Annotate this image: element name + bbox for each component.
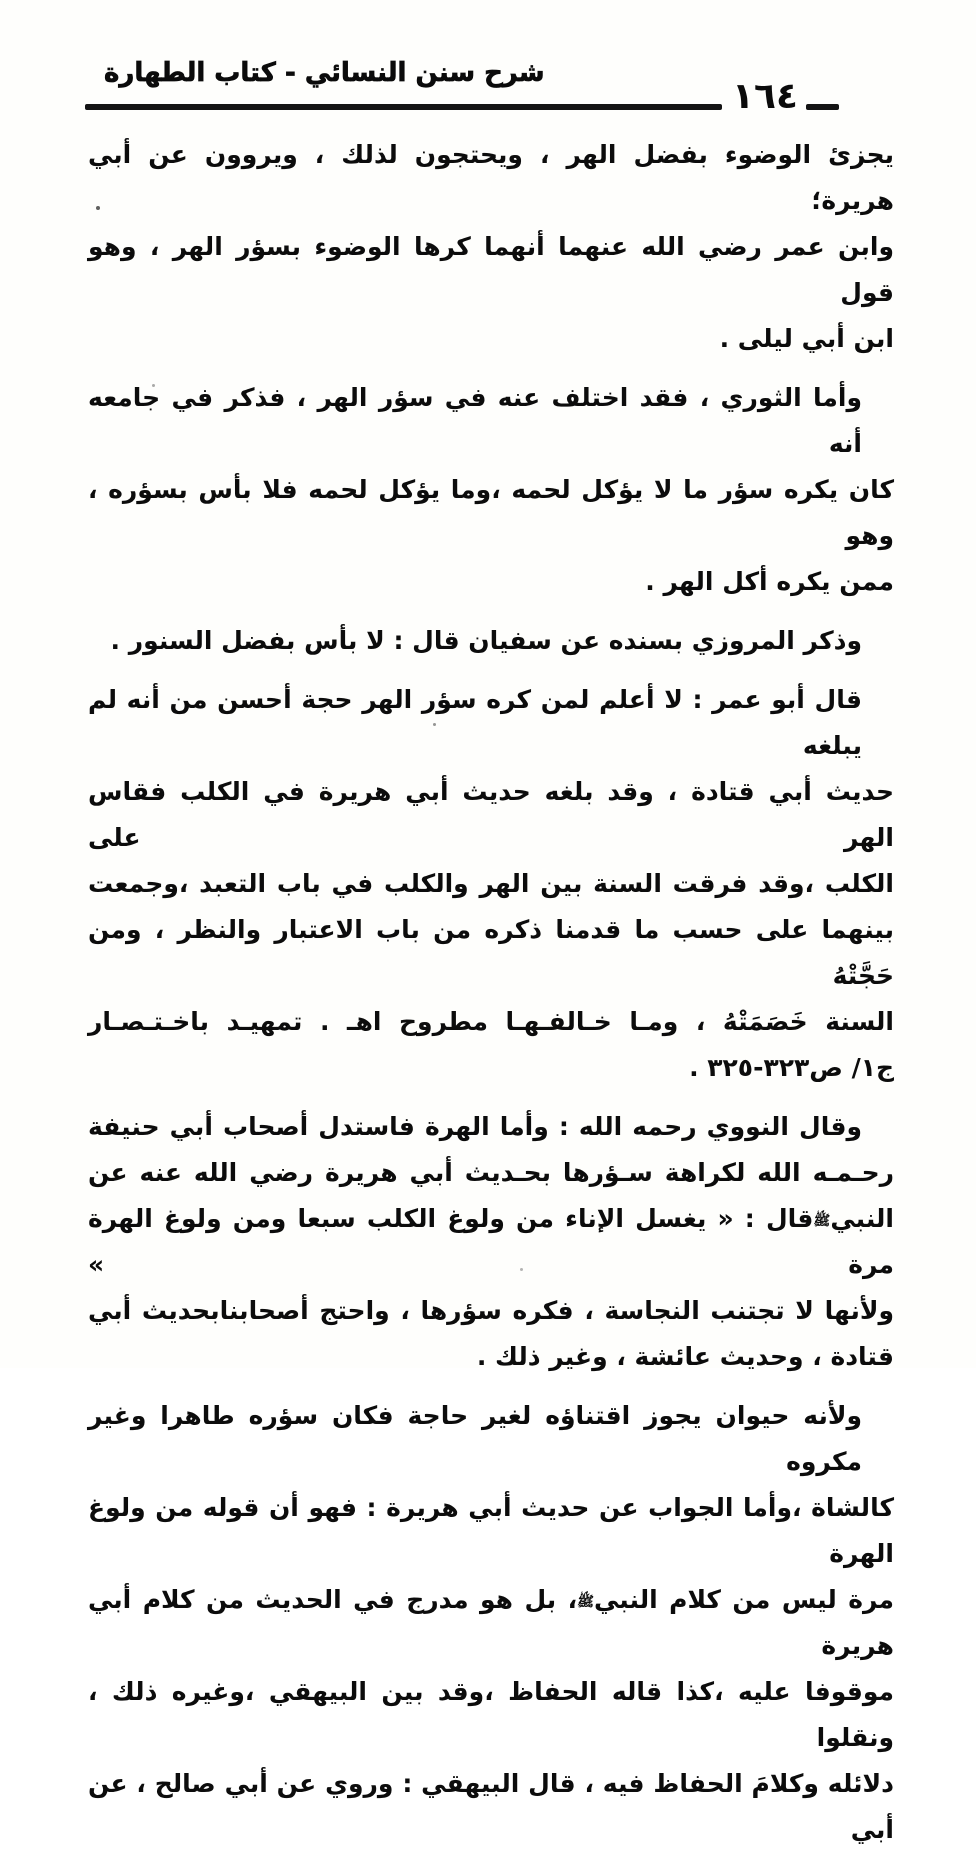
page-body: [88, 132, 894, 1866]
paragraph: [88, 1393, 894, 1853]
text-line: الكلب ،وقد فرقت السنة بين الهر والكلب في باب التعبد ،وجمعت: [88, 869, 894, 898]
saw-honorific-icon: ﷺ: [577, 1594, 595, 1610]
scan-speck: [433, 723, 436, 726]
text-line: حديث أبي قتادة ، وقد بلغه حديث أبي هريرة في الكلب فقاس الهر على: [88, 777, 894, 852]
text-segment: مرة ليس من كلام النبي: [594, 1585, 894, 1614]
paragraph: [88, 677, 894, 1091]
text-segment: النبي: [830, 1204, 894, 1233]
text-line: يجزئ الوضوء بفضل الهر ، ويحتجون لذلك ، ويروون عن أبي هريرة؛: [88, 140, 894, 215]
text-line: قال أبو عمر : لا أعلم لمن كره سؤر الهر حجة أحسن من أنه لم يبلغه: [88, 685, 862, 760]
text-line: دلائله وكلامَ الحفاظ فيه ، قال البيهقي : وروي عن أبي صالح ، عن أبي: [88, 1769, 894, 1844]
text-line: وأما الثوري ، فقد اختلف عنه في سؤر الهر ، فذكر في جامعه أنه: [88, 383, 862, 458]
hadith-line: [88, 1196, 894, 1288]
text-line: ممن يكره أكل الهر .: [645, 567, 894, 596]
paragraph: [88, 132, 894, 362]
scan-speck: [152, 384, 155, 387]
text-line: كالشاة ،وأما الجواب عن حديث أبي هريرة : فهو أن قوله من ولوغ الهرة: [88, 1493, 894, 1568]
paragraph: [88, 618, 894, 664]
text-line: موقوفا عليه ،كذا قاله الحفاظ ،وقد بين البيهقي ،وغيره ذلك ، ونقلوا: [88, 1677, 894, 1752]
text-line: ابن أبي ليلى .: [719, 324, 894, 353]
text-line: وقال النووي رحمه الله : وأما الهرة فاستدل أصحاب أبي حنيفة: [88, 1112, 862, 1141]
saw-honorific-icon: ﷺ: [813, 1213, 831, 1229]
text-line: وابن عمر رضي الله عنهما أنهما كرها الوضوء بسؤر الهر ، وهو قول: [88, 232, 894, 307]
text-line: ولأنها لا تجتنب النجاسة ، فكره سؤرها ، واحتج أصحابنابحديث أبي: [88, 1296, 894, 1325]
text-line: كان يكره سؤر ما لا يؤكل لحمه ،وما يؤكل لحمه فلا بأس بسؤره ، وهو: [88, 475, 894, 550]
text-segment: ، بل هو مدرج في الحديث من كلام أبي هريرة: [88, 1585, 894, 1660]
scan-speck: [520, 1268, 523, 1271]
hadith-line: [88, 1577, 894, 1669]
text-line: قتادة ، وحديث عائشة ، وغير ذلك .: [476, 1342, 894, 1371]
text-segment: قال : « يغسل الإناء من ولوغ الكلب سبعا ومن ولوغ الهرة مرة »: [88, 1204, 894, 1279]
text-line: السنة خَصَمَتْهُ ، ومـا خـالفـهـا مطروح اهـ . تمهيـد باخـتـصـار: [88, 1007, 894, 1036]
text-line: رحـمـه الله لكراهة سـؤرها بحـديث أبي هريرة رضي الله عنه عن: [88, 1158, 894, 1187]
header-rule-short: [806, 104, 839, 110]
text-line: بينهما على حسب ما قدمنا ذكره من باب الاعتبار والنظر ، ومن حَجَّتْهُ: [88, 915, 894, 990]
header-rule-long: [85, 104, 722, 110]
paragraph: [88, 375, 894, 605]
text-line: وذكر المروزي بسنده عن سفيان قال : لا بأس بفضل السنور .: [110, 626, 862, 655]
text-line: ولأنه حيوان يجوز اقتناؤه لغير حاجة فكان سؤره طاهرا وغير مكروه: [88, 1401, 862, 1476]
paragraph: [88, 1104, 894, 1380]
scan-speck: [96, 206, 100, 210]
page-number: ١٦٤: [732, 76, 798, 117]
volume-page-reference: ج١/ ص٣٢٣-٣٢٥ .: [689, 1053, 894, 1082]
book-header-title: شرح سنن النسائي - كتاب الطهارة: [104, 58, 545, 88]
